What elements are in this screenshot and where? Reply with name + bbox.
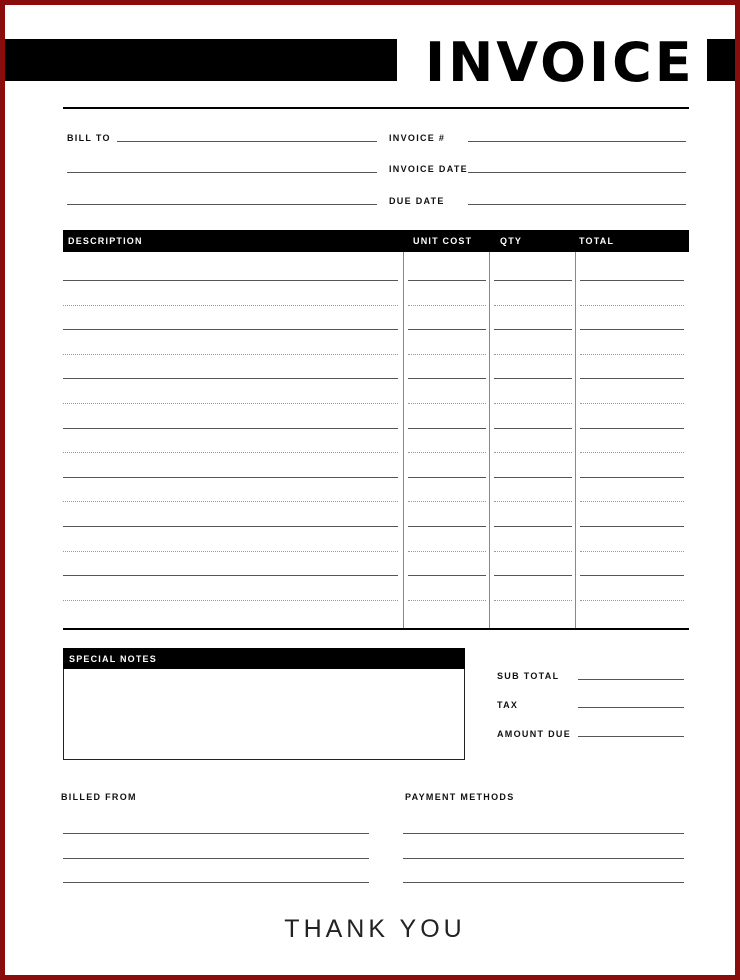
- item-cell-line[interactable]: [494, 600, 572, 601]
- item-cell-line[interactable]: [408, 378, 486, 379]
- item-cell-line[interactable]: [408, 526, 486, 527]
- due-date-field[interactable]: [468, 204, 686, 205]
- item-cell-line[interactable]: [580, 600, 684, 601]
- item-cell-line[interactable]: [580, 428, 684, 429]
- special-notes-box[interactable]: [63, 669, 465, 760]
- item-cell-line[interactable]: [580, 526, 684, 527]
- bill-to-field[interactable]: [117, 141, 377, 142]
- sub-total-field[interactable]: [578, 679, 684, 680]
- item-row-line[interactable]: [63, 280, 398, 281]
- billed-from-field[interactable]: [63, 833, 369, 834]
- item-row-line[interactable]: [63, 403, 398, 404]
- invoice-date-label: INVOICE DATE: [389, 164, 468, 174]
- item-row-line[interactable]: [63, 477, 398, 478]
- invoice-date-field[interactable]: [468, 172, 686, 173]
- item-cell-line[interactable]: [408, 600, 486, 601]
- item-cell-line[interactable]: [408, 305, 486, 306]
- item-cell-line[interactable]: [494, 305, 572, 306]
- item-cell-line[interactable]: [408, 403, 486, 404]
- item-cell-line[interactable]: [408, 575, 486, 576]
- item-cell-line[interactable]: [408, 280, 486, 281]
- column-description: DESCRIPTION: [68, 236, 143, 246]
- amount-due-label: AMOUNT DUE: [497, 729, 571, 739]
- billed-from-label: BILLED FROM: [61, 792, 137, 802]
- item-row-line[interactable]: [63, 551, 398, 552]
- items-table-header: [63, 230, 689, 252]
- column-total: TOTAL: [579, 236, 615, 246]
- item-cell-line[interactable]: [494, 329, 572, 330]
- item-cell-line[interactable]: [494, 378, 572, 379]
- table-bottom-rule: [63, 628, 689, 630]
- column-divider: [575, 252, 576, 628]
- title-bar-left: [5, 39, 397, 81]
- item-cell-line[interactable]: [408, 329, 486, 330]
- item-cell-line[interactable]: [580, 305, 684, 306]
- thank-you-text: THANK YOU: [284, 915, 466, 943]
- item-cell-line[interactable]: [494, 452, 572, 453]
- bill-to-field-line-2[interactable]: [67, 172, 377, 173]
- payment-methods-field-line-3[interactable]: [403, 882, 684, 883]
- due-date-label: DUE DATE: [389, 196, 445, 206]
- item-cell-line[interactable]: [494, 354, 572, 355]
- item-row-line[interactable]: [63, 501, 398, 502]
- item-cell-line[interactable]: [580, 280, 684, 281]
- billed-from-field-line-2[interactable]: [63, 858, 369, 859]
- column-divider: [489, 252, 490, 628]
- item-cell-line[interactable]: [408, 452, 486, 453]
- special-notes-label: SPECIAL NOTES: [69, 654, 157, 664]
- invoice-number-label: INVOICE #: [389, 133, 446, 143]
- item-cell-line[interactable]: [494, 501, 572, 502]
- item-cell-line[interactable]: [580, 354, 684, 355]
- invoice-title: INVOICE: [425, 31, 695, 94]
- item-cell-line[interactable]: [408, 551, 486, 552]
- payment-methods-field[interactable]: [403, 833, 684, 834]
- item-cell-line[interactable]: [580, 403, 684, 404]
- column-unit-cost: UNIT COST: [413, 236, 473, 246]
- payment-methods-label: PAYMENT METHODS: [405, 792, 515, 802]
- item-cell-line[interactable]: [494, 428, 572, 429]
- amount-due-field[interactable]: [578, 736, 684, 737]
- item-cell-line[interactable]: [494, 575, 572, 576]
- item-cell-line[interactable]: [580, 575, 684, 576]
- item-cell-line[interactable]: [408, 501, 486, 502]
- item-row-line[interactable]: [63, 378, 398, 379]
- item-cell-line[interactable]: [580, 551, 684, 552]
- item-cell-line[interactable]: [580, 329, 684, 330]
- item-row-line[interactable]: [63, 354, 398, 355]
- invoice-number-field[interactable]: [468, 141, 686, 142]
- tax-field[interactable]: [578, 707, 684, 708]
- tax-label: TAX: [497, 700, 519, 710]
- title-bar-right: [707, 39, 740, 81]
- item-cell-line[interactable]: [408, 428, 486, 429]
- billed-from-field-line-3[interactable]: [63, 882, 369, 883]
- item-cell-line[interactable]: [494, 526, 572, 527]
- item-cell-line[interactable]: [580, 477, 684, 478]
- column-qty: QTY: [500, 236, 523, 246]
- item-row-line[interactable]: [63, 526, 398, 527]
- item-cell-line[interactable]: [494, 477, 572, 478]
- item-row-line[interactable]: [63, 428, 398, 429]
- special-notes-header: [63, 648, 465, 669]
- sub-total-label: SUB TOTAL: [497, 671, 560, 681]
- item-cell-line[interactable]: [580, 378, 684, 379]
- payment-methods-field-line-2[interactable]: [403, 858, 684, 859]
- item-cell-line[interactable]: [408, 354, 486, 355]
- item-row-line[interactable]: [63, 575, 398, 576]
- item-cell-line[interactable]: [494, 403, 572, 404]
- header-rule: [63, 107, 689, 109]
- item-cell-line[interactable]: [580, 452, 684, 453]
- item-cell-line[interactable]: [494, 551, 572, 552]
- item-row-line[interactable]: [63, 305, 398, 306]
- item-cell-line[interactable]: [580, 501, 684, 502]
- item-row-line[interactable]: [63, 329, 398, 330]
- bill-to-label: BILL TO: [67, 133, 111, 143]
- item-cell-line[interactable]: [408, 477, 486, 478]
- item-cell-line[interactable]: [494, 280, 572, 281]
- item-row-line[interactable]: [63, 452, 398, 453]
- column-divider: [403, 252, 404, 628]
- item-row-line[interactable]: [63, 600, 398, 601]
- bill-to-field-line-3[interactable]: [67, 204, 377, 205]
